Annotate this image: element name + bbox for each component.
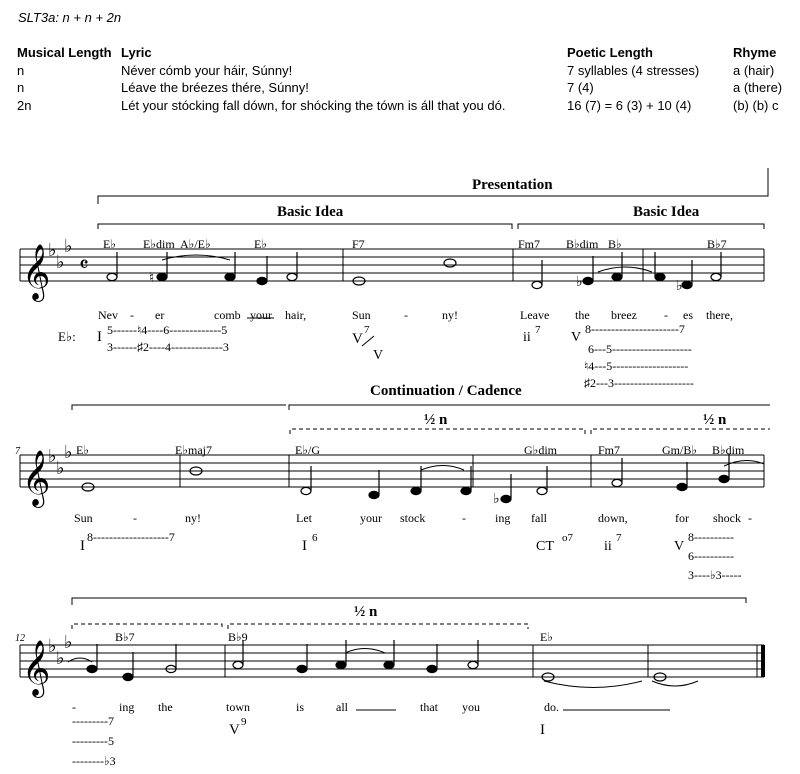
treble-clef-icon: 𝄞 [22, 452, 51, 505]
lyric-syllable: Leave [520, 308, 550, 322]
roman-numeral: V [674, 539, 685, 554]
lyric-syllable: - [462, 511, 466, 525]
cell-lyric: Lét your stócking fall dówn, for shócking the tówn is áll that you dó. [121, 97, 506, 113]
chord-symbol: B♭dim [566, 237, 599, 251]
key-label: E♭: [58, 329, 76, 344]
figured-bass: 7 [364, 324, 370, 336]
cell-rhyme: a (hair) [733, 62, 775, 78]
lyric-syllable: shock [713, 511, 741, 525]
lyric-syllable: your [360, 511, 382, 525]
figured-bass: 7 [535, 324, 541, 336]
lyric-syllable: stock [400, 511, 426, 525]
figured-bass: --------♭3 [72, 754, 116, 768]
cell-poetic-length: 16 (7) = 6 (3) + 10 (4) [567, 97, 692, 113]
roman-numeral: ii [604, 539, 612, 554]
header-musical-length: Musical Length [17, 45, 112, 60]
roman-numeral: I [540, 722, 545, 738]
roman-numeral: V [229, 722, 240, 738]
svg-text:♭: ♭ [64, 632, 73, 652]
roman-numeral: I [302, 538, 307, 554]
figured-bass: ♯2---3-------------------- [584, 376, 694, 390]
cell-poetic-length: 7 syllables (4 stresses) [567, 62, 700, 78]
figured-bass: 8---------- [688, 530, 734, 544]
chord-symbol: F7 [352, 237, 365, 251]
figured-bass: 9 [241, 716, 247, 728]
figured-bass: ---------7 [72, 714, 114, 728]
lyric-syllable: that [420, 700, 438, 714]
svg-text:♭: ♭ [64, 442, 73, 462]
lyric-syllable: all [336, 700, 348, 714]
example-caption: SLT3a: n + n + 2n [18, 10, 122, 25]
lyric-syllable: the [158, 700, 173, 714]
lyric-syllable: fall [531, 511, 547, 525]
lyric-syllable: ing [495, 511, 511, 525]
lyric-syllable: your [250, 308, 272, 322]
chord-symbol: A♭/E♭ [180, 237, 211, 251]
lyric-syllable: Nev [98, 308, 118, 322]
svg-text:♭: ♭ [676, 279, 683, 294]
time-signature: 𝄴 [79, 252, 89, 277]
section-label: ½ n [354, 604, 378, 620]
figured-bass: 6 [312, 532, 318, 544]
lyric-syllable: town [226, 700, 250, 714]
figured-bass: 7 [616, 532, 622, 544]
svg-text:♭: ♭ [56, 648, 65, 668]
svg-text:♮: ♮ [149, 271, 155, 286]
roman-numeral: V [571, 330, 582, 345]
lyric-syllable: es [683, 308, 693, 322]
svg-text:♭: ♭ [493, 492, 500, 507]
chord-symbol: E♭ [103, 237, 116, 251]
chord-symbol: B♭9 [228, 630, 248, 644]
lyric-syllable: - [748, 511, 752, 525]
figured-bass: 3----♭3----- [688, 568, 742, 582]
roman-numeral: ii [523, 330, 531, 345]
chord-symbol: E♭/G [295, 443, 320, 457]
lyric-syllable: Let [296, 511, 312, 525]
chord-symbol: G♭dim [524, 443, 557, 457]
section-label: ½ n [703, 412, 727, 428]
lyric-syllable: is [296, 700, 305, 714]
section-label: Presentation [472, 177, 553, 193]
figured-bass: o7 [562, 532, 573, 544]
lyric-syllable: - [72, 700, 76, 714]
lyric-syllable: hair, [285, 308, 307, 322]
figured-bass: ---------5 [72, 734, 114, 748]
key-signature-flats [48, 236, 73, 668]
lyric-syllable: down, [598, 511, 628, 525]
treble-clef-icon: 𝄞 [22, 246, 51, 299]
section-label: Basic Idea [277, 204, 344, 220]
svg-text:♭: ♭ [56, 458, 65, 478]
lyric-analysis-table [17, 44, 797, 114]
cell-lyric: Néver cómb your háir, Súnny! [121, 62, 293, 78]
cell-poetic-length: 7 (4) [567, 80, 594, 95]
music-score [0, 150, 800, 774]
svg-text:♭: ♭ [48, 446, 57, 466]
lyric-syllable: ny! [442, 308, 458, 322]
lyric-syllable: ing [119, 700, 135, 714]
chord-symbol: E♭dim [143, 237, 175, 251]
chord-symbol: Fm7 [518, 237, 541, 251]
cell-lyric: Léave the bréezes thére, Súnny! [121, 80, 309, 95]
chord-symbol: E♭ [254, 237, 267, 251]
lyric-syllable: breez [611, 308, 637, 322]
chord-symbol: B♭7 [707, 237, 727, 251]
roman-numeral: V [352, 331, 363, 347]
lyric-syllable: the [575, 308, 590, 322]
lyric-syllable: - [130, 308, 134, 322]
figured-bass: 5------♮4----6-------------5 [107, 323, 228, 337]
roman-numeral: V [373, 348, 384, 363]
header-rhyme: Rhyme [733, 45, 777, 60]
header-lyric: Lyric [121, 45, 152, 60]
cell-musical-length: n [17, 62, 25, 78]
cell-rhyme: a (there) [733, 80, 783, 95]
svg-text:♭: ♭ [56, 252, 65, 272]
lyric-syllable: Sun [352, 308, 371, 322]
lyric-syllable: er [155, 308, 165, 322]
staff-lines [20, 455, 764, 487]
cell-musical-length: n [17, 80, 25, 95]
table-row [17, 97, 797, 115]
lyric-syllable: do. [544, 700, 559, 714]
section-label: Basic Idea [633, 204, 700, 220]
staff-lines [20, 249, 764, 281]
measure-number: 7 [15, 446, 20, 457]
roman-numeral: I [80, 538, 85, 554]
lyric-syllable: comb [214, 308, 241, 322]
svg-text:♭: ♭ [48, 636, 57, 656]
lyric-syllable: - [133, 511, 137, 525]
cell-rhyme: (b) (b) c [733, 97, 779, 113]
chord-symbol: B♭dim [712, 443, 745, 457]
lyric-syllable: - [404, 308, 408, 322]
chord-symbol: B♭ [608, 237, 622, 251]
figured-bass: 6---------- [688, 549, 734, 563]
chord-symbol: E♭ [76, 443, 89, 457]
cell-musical-length: 2n [17, 97, 32, 113]
chord-symbol: Fm7 [598, 443, 621, 457]
svg-text:♭: ♭ [576, 275, 583, 290]
chord-symbol: E♭maj7 [175, 443, 212, 457]
figured-bass: 8----------------------7 [585, 322, 685, 336]
lyric-syllable: for [675, 511, 689, 525]
lyric-syllable: - [664, 308, 668, 322]
section-label: ½ n [424, 412, 448, 428]
table-header-row [17, 44, 797, 62]
section-label: Continuation / Cadence [370, 383, 522, 399]
figured-bass: 8-------------------7 [87, 530, 175, 544]
chord-symbol: Gm/B♭ [662, 443, 697, 457]
header-poetic-length: Poetic Length [567, 45, 653, 60]
lyric-syllable: ny! [185, 511, 201, 525]
lyric-syllable: Sun [74, 511, 93, 525]
roman-numeral: CT [536, 539, 554, 554]
svg-text:♭: ♭ [64, 236, 73, 256]
lyric-syllable: there, [706, 308, 733, 322]
figured-bass: ♮4---5------------------- [584, 359, 689, 373]
measure-number: 12 [15, 633, 25, 644]
figured-bass: 3------♯2----4-------------3 [107, 340, 229, 354]
staff-lines [20, 645, 764, 677]
treble-clef-icon: 𝄞 [22, 642, 51, 695]
chord-symbol: E♭ [540, 630, 553, 644]
chord-symbol: B♭7 [115, 630, 135, 644]
table-row [17, 79, 797, 97]
figured-bass: 6---5-------------------- [588, 342, 692, 356]
lyric-syllable: you [462, 700, 480, 714]
table-row [17, 62, 797, 80]
svg-text:♭: ♭ [48, 240, 57, 260]
roman-numeral: I [97, 329, 102, 345]
